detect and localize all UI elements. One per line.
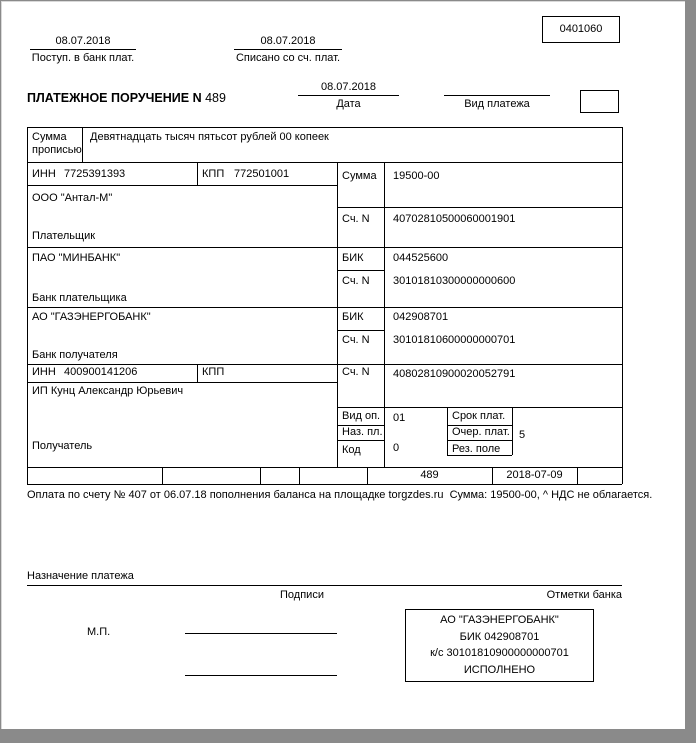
amount-words-value: Девятнадцать тысяч пятьсот рублей 00 копеек — [90, 131, 329, 143]
reserve-field-label: Рез. поле — [452, 443, 501, 455]
table-border — [337, 330, 384, 331]
payer-kpp: 772501001 — [234, 168, 290, 180]
table-border — [27, 364, 622, 365]
amount-value: 19500-00 — [393, 170, 440, 182]
stamp-corr-account: к/с 30101810900000000701 — [430, 647, 569, 660]
received-date: 08.07.2018 — [30, 35, 136, 50]
received-date-block — [30, 35, 136, 64]
amount-words-label-1: Сумма — [32, 131, 67, 143]
table-border — [27, 382, 337, 383]
payee-account-label: Сч. N — [342, 366, 370, 378]
date-block — [298, 81, 399, 110]
table-border — [337, 270, 384, 271]
amount-label: Сумма — [342, 170, 377, 182]
code-value: 0 — [393, 442, 400, 454]
form-code-box — [542, 16, 620, 43]
payee-kpp-label: КПП — [202, 366, 225, 378]
payee-bank-account: 30101810600000000701 — [393, 334, 516, 346]
priority-value: 5 — [519, 429, 526, 441]
purpose-underline — [27, 585, 622, 586]
purpose-text: Оплата по счету № 407 от 06.07.18 пополнения баланса на площадке torgzdes.ru Сумма: 19500-00, ^ НДС не облагается. — [27, 489, 653, 501]
payer-bank-name: ПАО "МИНБАНК" — [32, 252, 121, 264]
payee-bank-name: АО "ГАЗЭНЕРГОБАНК" — [32, 311, 151, 323]
payee-inn: 400900141206 — [64, 366, 138, 378]
payee-account: 40802810900020052791 — [393, 368, 516, 380]
strip-doc-number: 489 — [420, 469, 439, 481]
payee-bank-bik: 042908701 — [393, 311, 449, 323]
table-border — [299, 467, 300, 484]
stamp-place-label: М.П. — [87, 626, 111, 638]
payee-bank-bik-label: БИК — [342, 311, 364, 323]
table-border — [260, 467, 261, 484]
stamp-status: ИСПОЛНЕНО — [463, 664, 536, 677]
amount-words-label-2: прописью — [32, 144, 82, 156]
payee-bank-account-label: Сч. N — [342, 334, 370, 346]
received-date-label: Поступ. в банк плат. — [31, 52, 135, 64]
table-border — [337, 407, 622, 408]
date-label: Дата — [336, 98, 361, 110]
payer-inn-label: ИНН — [32, 168, 56, 180]
document-title-text: ПЛАТЕЖНОЕ ПОРУЧЕНИЕ N — [27, 91, 202, 105]
payee-name: ИП Кунц Александр Юрьевич — [32, 385, 184, 397]
purpose-section-label: Назначение платежа — [27, 570, 134, 582]
strip-date: 2018-07-09 — [506, 469, 563, 481]
table-border — [337, 162, 338, 467]
table-border — [27, 127, 28, 484]
table-border — [197, 162, 198, 185]
table-border — [27, 162, 622, 163]
payer-inn: 7725391393 — [64, 168, 126, 180]
signature-line-1 — [185, 633, 337, 634]
payment-type-label: Вид платежа — [464, 98, 530, 110]
payment-type-block — [444, 81, 550, 110]
bank-stamp — [405, 609, 594, 682]
payment-type-value — [444, 81, 550, 96]
document-number: 489 — [205, 91, 226, 105]
payer-kpp-label: КПП — [202, 168, 225, 180]
table-border — [447, 440, 512, 441]
table-border — [337, 207, 622, 208]
code-label: Код — [342, 444, 361, 456]
payer-bank-bik: 044525600 — [393, 252, 449, 264]
debited-date-block — [234, 35, 342, 64]
debited-date: 08.07.2018 — [234, 35, 342, 50]
payer-account-label: Сч. N — [342, 213, 370, 225]
payer-name: ООО "Антал-М" — [32, 192, 113, 204]
debited-date-label: Списано со сч. плат. — [235, 52, 341, 64]
table-border — [384, 162, 385, 467]
table-border — [577, 467, 578, 484]
op-type-value: 01 — [393, 412, 406, 424]
table-border — [512, 407, 513, 455]
payee-inn-label: ИНН — [32, 366, 56, 378]
op-type-label: Вид оп. — [342, 410, 381, 422]
payee-section-label: Получатель — [32, 440, 93, 452]
table-border — [447, 407, 448, 455]
document-title — [27, 91, 226, 105]
payer-bank-account: 30101810300000000600 — [393, 275, 516, 287]
stamp-bik: БИК 042908701 — [459, 630, 540, 643]
table-border — [622, 127, 623, 484]
table-border — [27, 127, 622, 128]
payer-section-label: Плательщик — [32, 230, 96, 242]
table-border — [337, 440, 384, 441]
payee-bank-section-label: Банк получателя — [32, 349, 118, 361]
payer-bank-account-label: Сч. N — [342, 275, 370, 287]
date-value: 08.07.2018 — [298, 81, 399, 96]
table-border — [82, 127, 83, 162]
payer-bank-section-label: Банк плательщика — [32, 292, 127, 304]
signatures-label: Подписи — [280, 589, 324, 601]
table-border — [162, 467, 163, 484]
payer-bank-bik-label: БИК — [342, 252, 364, 264]
purpose-code-label: Наз. пл. — [342, 426, 383, 438]
signature-line-2 — [185, 675, 337, 676]
form-code: 0401060 — [559, 23, 603, 35]
payment-type-box — [580, 90, 619, 113]
bank-marks-label: Отметки банка — [546, 589, 622, 601]
table-border — [197, 364, 198, 382]
table-border — [27, 247, 622, 248]
table-border — [27, 307, 622, 308]
document-page — [1, 1, 685, 729]
table-border — [27, 185, 337, 186]
due-date-label: Срок плат. — [452, 410, 506, 422]
table-border — [27, 467, 622, 468]
payer-account: 40702810500060001901 — [393, 213, 516, 225]
stamp-bank-name: АО "ГАЗЭНЕРГОБАНК" — [440, 613, 559, 626]
priority-label: Очер. плат. — [452, 426, 510, 438]
table-border — [27, 484, 622, 485]
